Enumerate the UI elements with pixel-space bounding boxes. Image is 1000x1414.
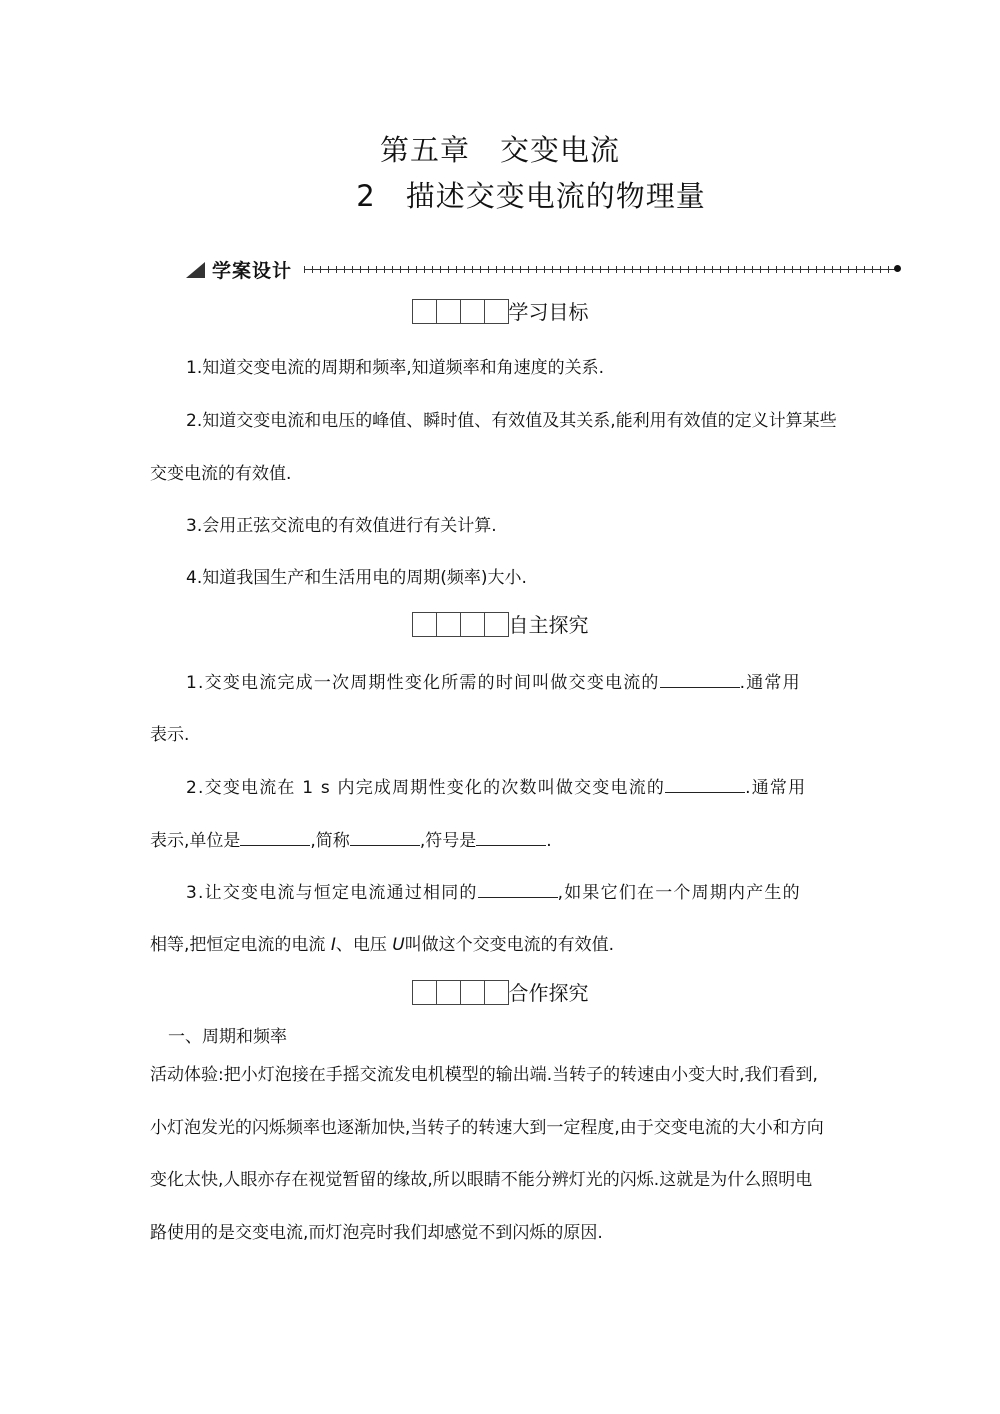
activity-line-4: 路使用的是交变电流,而灯泡亮时我们却感觉不到闪烁的原因. <box>150 1223 603 1243</box>
goal-2-cont: 交变电流的有效值. <box>150 464 292 484</box>
goal-3: 3.会用正弦交流电的有效值进行有关计算. <box>186 516 497 536</box>
activity-line-2: 小灯泡发光的闪烁频率也逐渐加快,当转子的转速大到一定程度,由于交变电流的大小和方向 <box>150 1118 824 1138</box>
answer-blank[interactable] <box>660 671 740 688</box>
question-3: 3.让交变电流与恒定电流通过相同的 ,如果它们在一个周期内产生的 <box>186 883 801 903</box>
goal-1: 1.知道交变电流的周期和频率,知道频率和角速度的关系. <box>186 358 605 378</box>
activity-line-3: 变化太快,人眼亦存在视觉暂留的缘故,所以眼睛不能分辨灯光的闪烁.这就是为什么照明电 <box>150 1170 813 1190</box>
box-decoration <box>412 979 508 1005</box>
banner-label: 学案设计 <box>212 260 293 282</box>
question-1: 1.交变电流完成一次周期性变化所需的时间叫做交变电流的 .通常用 <box>186 673 801 693</box>
chapter-title: 第五章 交变电流 <box>379 133 620 167</box>
goal-4: 4.知道我国生产和生活用电的周期(频率)大小. <box>186 568 527 588</box>
question-2: 2.交变电流在 1 s 内完成周期性变化的次数叫做交变电流的 .通常用 <box>186 778 807 798</box>
section-heading-cooperate: 合作探究 <box>0 977 1000 1006</box>
rule-ticks <box>304 266 896 273</box>
goal-2: 2.知道交变电流和电压的峰值、瞬时值、有效值及其关系,能利用有效值的定义计算某些 <box>186 411 837 431</box>
triangle-icon <box>186 262 205 278</box>
answer-blank[interactable] <box>350 829 420 846</box>
section-heading-goals: 学习目标 <box>0 296 1000 325</box>
answer-blank[interactable] <box>665 776 745 793</box>
box-decoration <box>412 611 508 637</box>
rule-end-dot <box>894 265 901 272</box>
answer-blank[interactable] <box>240 829 310 846</box>
answer-blank[interactable] <box>476 829 546 846</box>
subheading-period-frequency: 一、周期和频率 <box>168 1027 287 1047</box>
box-decoration <box>412 298 508 324</box>
lesson-title: 2 描述交变电流的物理量 <box>356 179 706 213</box>
question-3-cont: 相等,把恒定电流的电流 I、电压 U叫做这个交变电流的有效值. <box>150 935 615 955</box>
section-banner <box>186 256 906 286</box>
question-2-cont: 表示,单位是 ,简称 ,符号是 . <box>150 831 552 851</box>
section-heading-self-study: 自主探究 <box>0 609 1000 638</box>
question-1-cont: 表示. <box>150 725 190 745</box>
answer-blank[interactable] <box>478 881 558 898</box>
activity-line-1: 活动体验:把小灯泡接在手摇交流发电机模型的输出端.当转子的转速由小变大时,我们看到, <box>150 1065 818 1085</box>
